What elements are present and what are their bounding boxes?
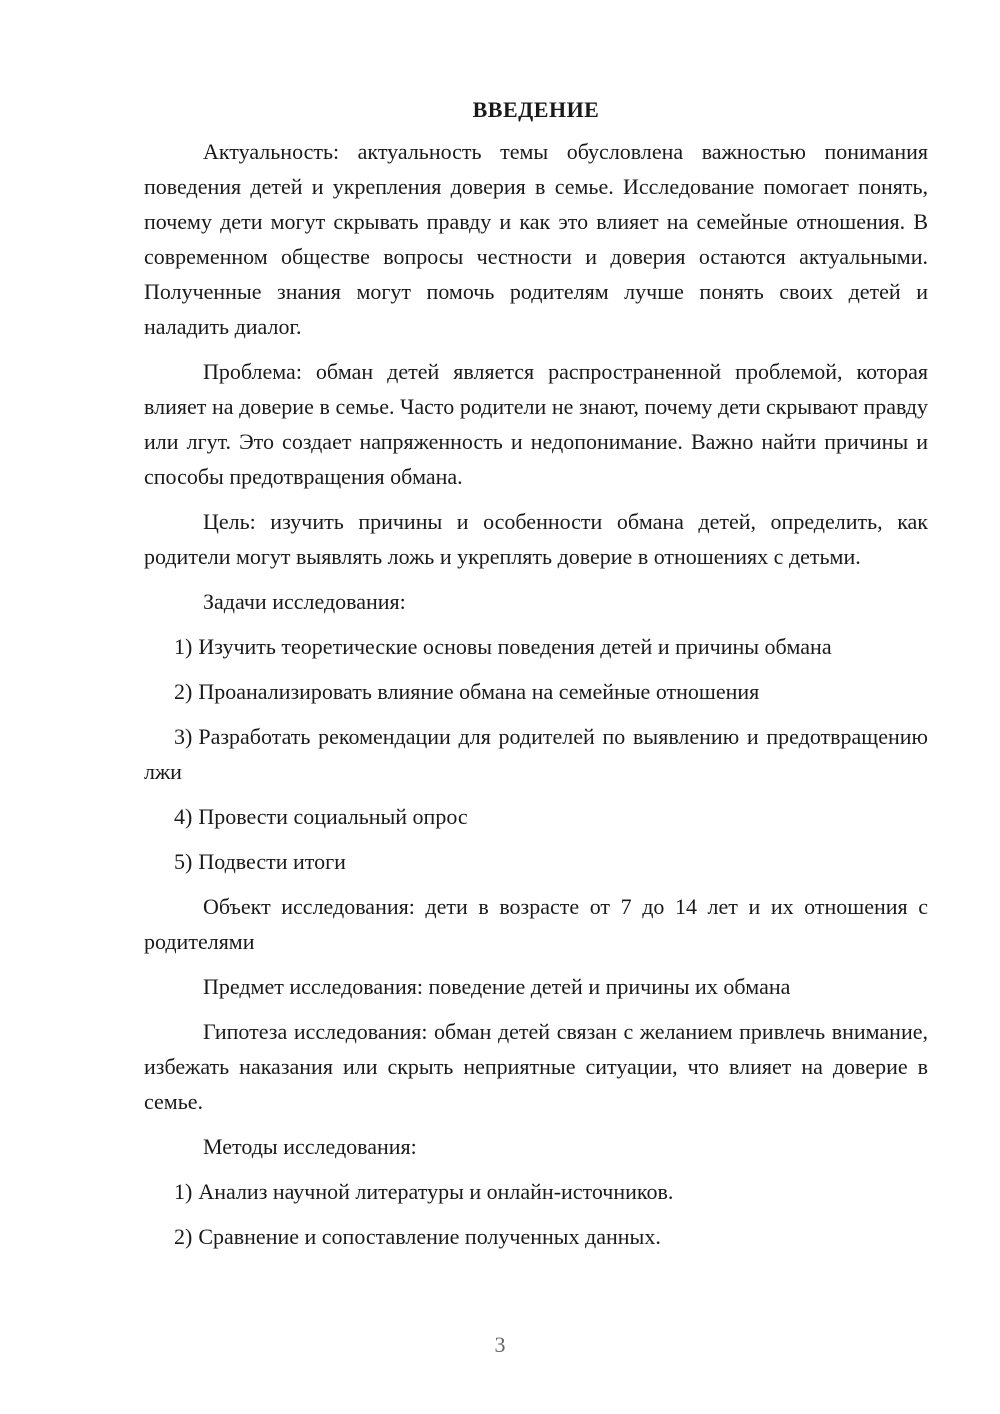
task-item-1: [144, 629, 928, 664]
task-text: Подвести итоги: [198, 849, 346, 874]
method-number: 1): [174, 1179, 193, 1204]
section-title: ВВЕДЕНИЕ: [472, 97, 600, 122]
document-page: [144, 92, 928, 1264]
task-item-2: [144, 674, 928, 709]
method-number: 2): [174, 1224, 193, 1249]
paragraph-goal: Цель: изучить причины и особенности обмана детей, определить, как родители могут выявлять ложь и укреплять доверие в отношениях с детьми.: [144, 509, 928, 569]
paragraph-subject: Предмет исследования: поведение детей и причины их обмана: [203, 974, 791, 999]
page-number: 3: [494, 1332, 506, 1357]
method-text: Сравнение и сопоставление полученных данных.: [198, 1224, 661, 1249]
method-item-1: [144, 1174, 928, 1209]
task-item-4: [144, 799, 928, 834]
task-item-5: [144, 844, 928, 879]
method-text: Анализ научной литературы и онлайн-источников.: [198, 1179, 674, 1204]
task-text: Проанализировать влияние обмана на семейные отношения: [198, 679, 760, 704]
task-number: 5): [174, 849, 193, 874]
task-text: Изучить теоретические основы поведения детей и причины обмана: [198, 634, 832, 659]
paragraph-relevance: Актуальность: актуальность темы обусловлена важностью понимания поведения детей и укрепления доверия в семье. Исследование помогает понять, почему дети могут скрывать правду и как это влияет на семейные отношения. В современном обществе вопросы честности и доверия остаются актуальными. Полученные знания могут помочь родителям лучше понять своих детей и наладить диалог.: [144, 139, 928, 339]
task-number: 2): [174, 679, 193, 704]
paragraph-object: Объект исследования: дети в возрасте от 7 до 14 лет и их отношения с родителями: [144, 894, 928, 954]
task-item-3: [144, 719, 928, 789]
paragraph-problem: Проблема: обман детей является распространенной проблемой, которая влияет на доверие в семье. Часто родители не знают, почему дети скрывают правду или лгут. Это создает напряженность и недопонимание. Важно найти причины и способы предотвращения обмана.: [144, 359, 928, 489]
task-number: 4): [174, 804, 193, 829]
tasks-heading: Задачи исследования:: [203, 589, 406, 614]
methods-heading: Методы исследования:: [203, 1134, 417, 1159]
paragraph-hypothesis: Гипотеза исследования: обман детей связан с желанием привлечь внимание, избежать наказания или скрыть неприятные ситуации, что влияет на доверие в семье.: [144, 1019, 928, 1114]
task-text: Провести социальный опрос: [198, 804, 468, 829]
method-item-2: [144, 1219, 928, 1254]
task-number: 1): [174, 634, 193, 659]
task-text: Разработать рекомендации для родителей по выявлению и предотвращению лжи: [144, 724, 928, 784]
task-number: 3): [174, 724, 193, 749]
